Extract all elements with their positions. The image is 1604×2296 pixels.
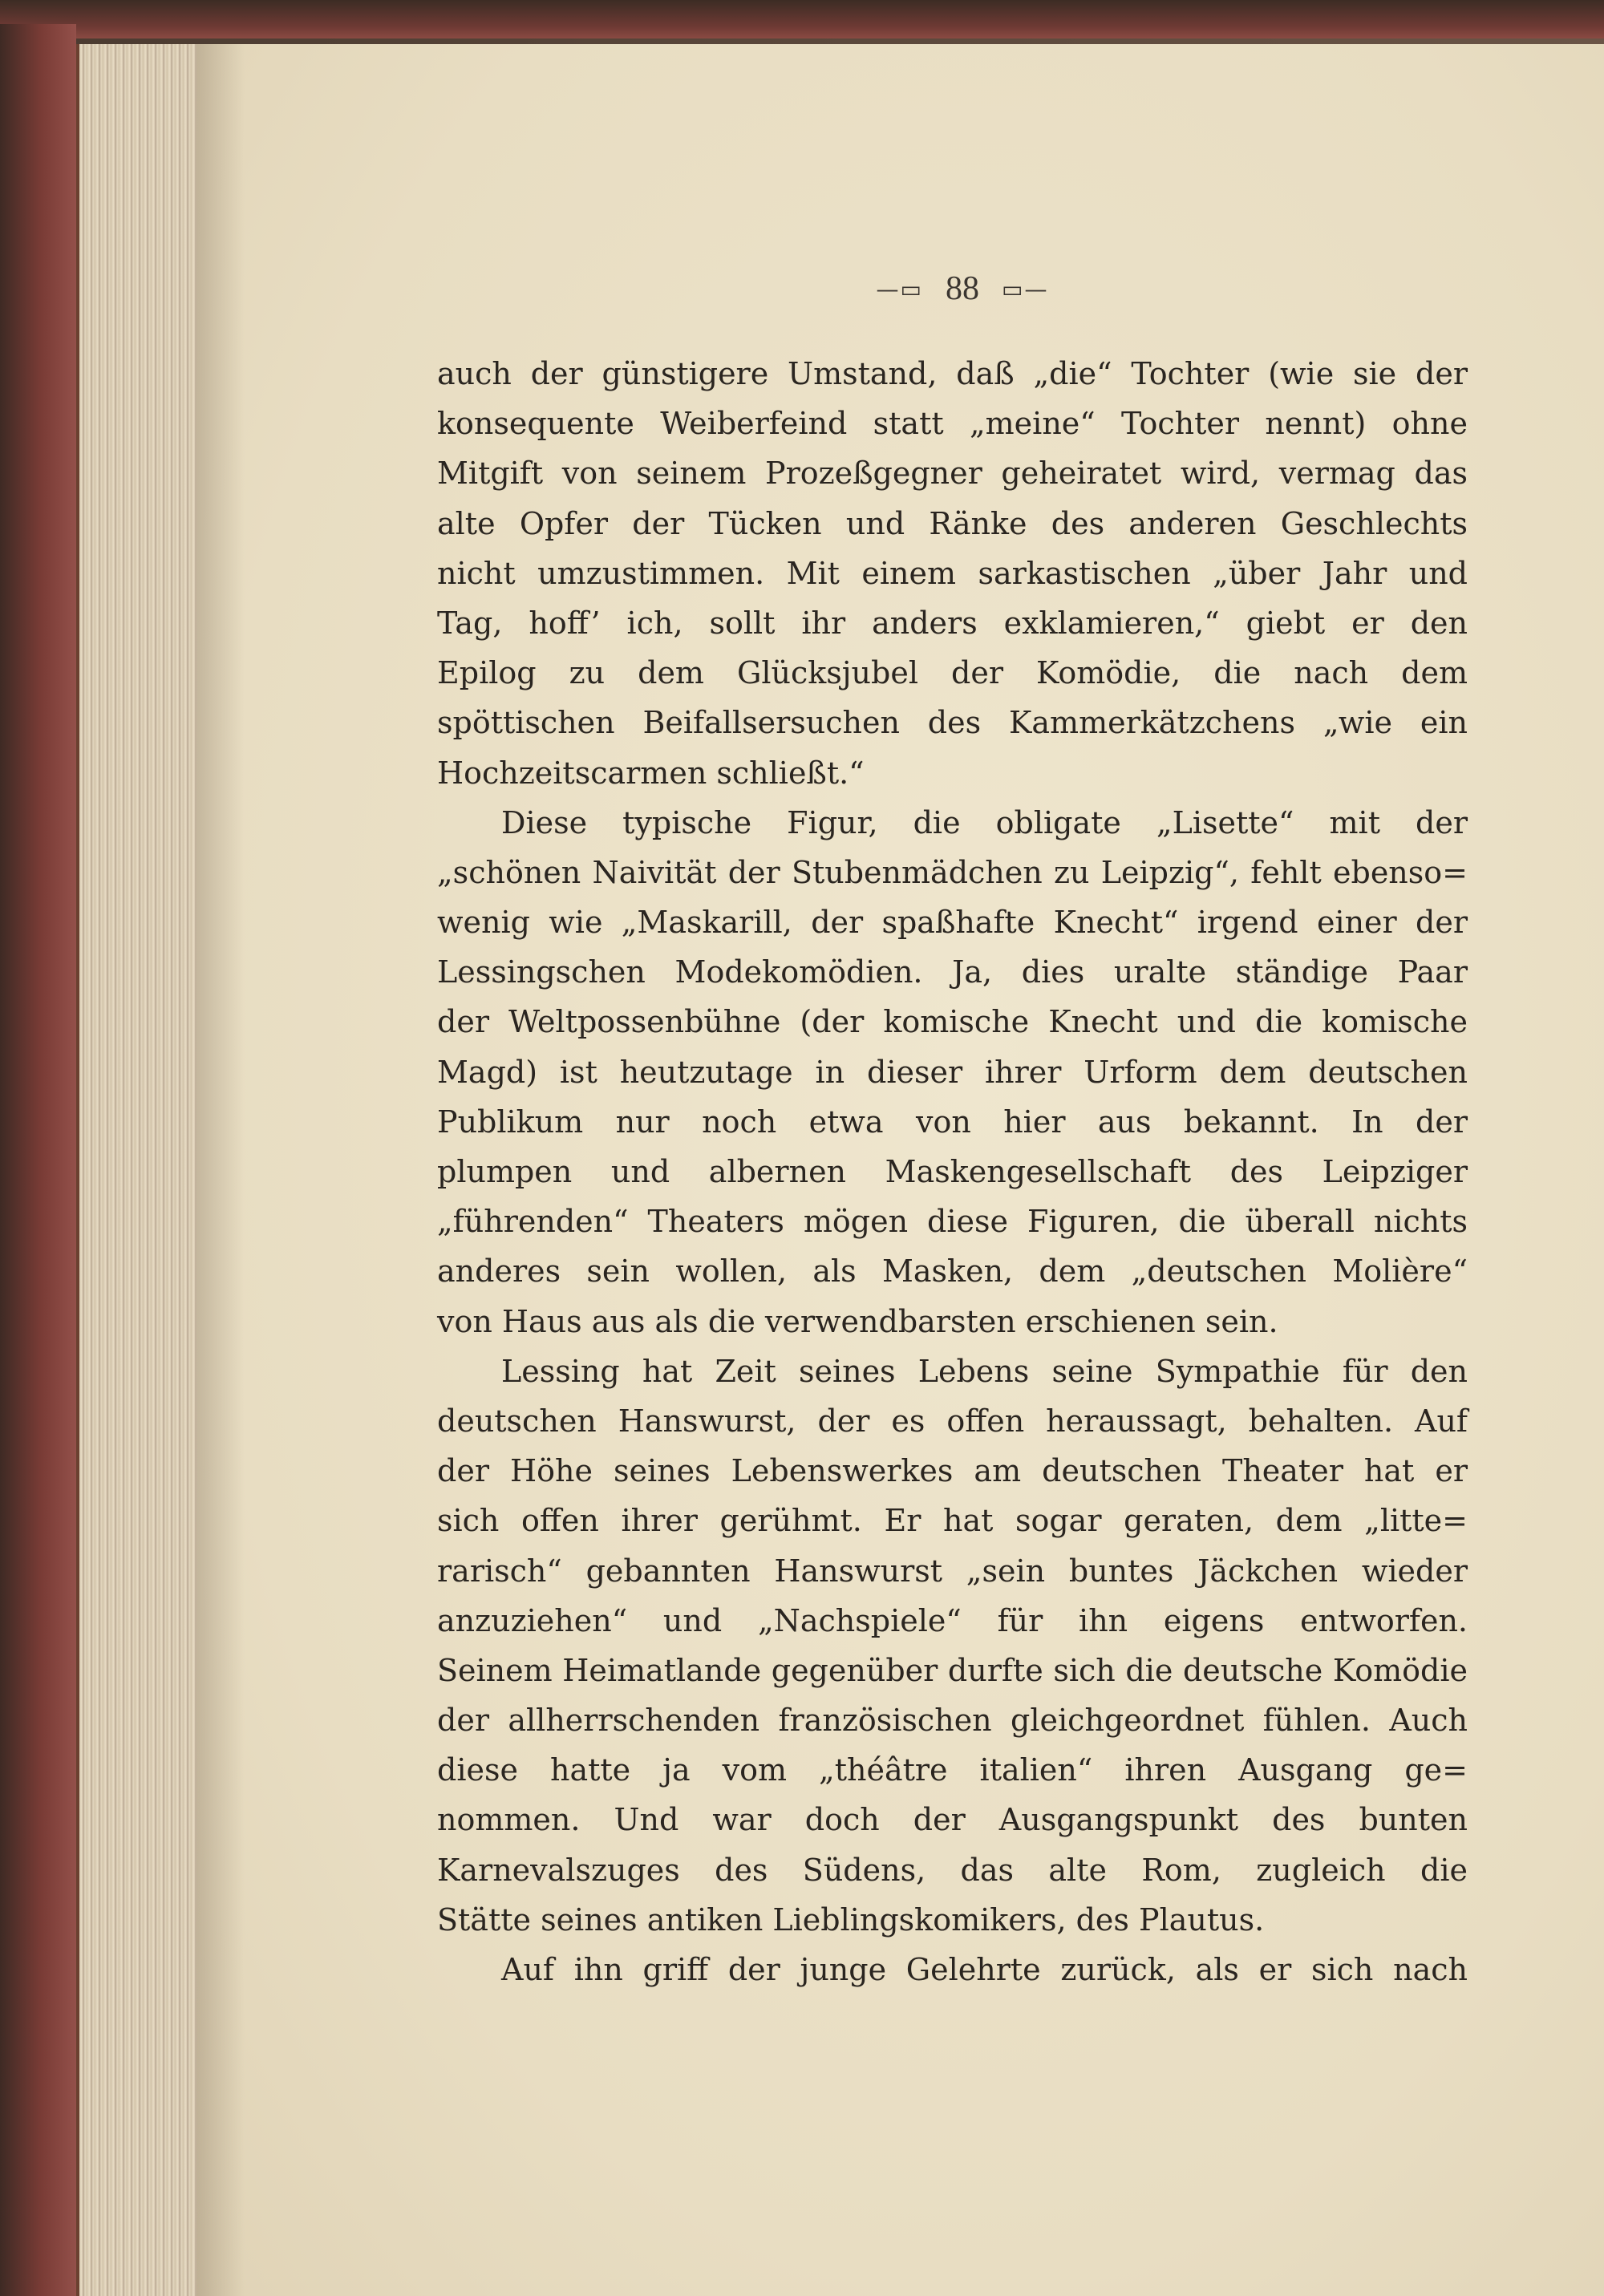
text-line: rarisch“ gebannten Hanswurst „sein buntes Jäckchen wieder [437,1553,1468,1589]
text-line: der Höhe seines Lebenswerkes am deutschen Theater hat er [437,1453,1468,1489]
text-line: diese hatte ja vom „théâtre italien“ ihren Ausgang ge= [437,1752,1468,1788]
book-cover-spine [0,24,76,2296]
text-line: Publikum nur noch etwa von hier aus bekannt. In der [437,1103,1468,1140]
ornament-right-icon: ▭— [1002,275,1049,302]
text-line: Tag, hoff’ ich, sollt ihr anders exklamieren,“ giebt er den [437,605,1468,641]
text-line: deutschen Hanswurst, der es offen heraussagt, behalten. Auf [437,1403,1468,1439]
text-line: Stätte seines antiken Lieblingskomikers, des Plautus. [437,1901,1265,1938]
page-number: 88 [946,270,979,307]
running-head [842,265,1083,313]
text-line: der Weltpossenbühne (der komische Knecht und die komische [437,1004,1468,1040]
text-line: von Haus aus als die verwendbarsten erschienen sein. [437,1303,1278,1339]
text-line: spöttischen Beifallsersuchen des Kammerkätzchens „wie ein [437,705,1468,741]
text-line: Karnevalszuges des Südens, das alte Rom, zugleich die [437,1852,1468,1888]
gutter-shadow [196,44,245,2296]
text-line: anderes sein wollen, als Masken, dem „deutschen Molière“ [437,1253,1468,1290]
text-line: Magd) ist heutzutage in dieser ihrer Urform dem deutschen [437,1054,1468,1090]
text-line: Epilog zu dem Glücksjubel der Komödie, die nach dem [437,655,1468,691]
text-line: Lessing hat Zeit seines Lebens seine Sympathie für den [501,1353,1468,1389]
text-line: Lessingschen Modekomödien. Ja, dies uralte ständige Paar [437,954,1468,990]
text-line: plumpen und albernen Maskengesellschaft des Leipziger [437,1154,1468,1189]
text-line: anzuziehen“ und „Nachspiele“ für ihn eigens entworfen. [437,1602,1468,1638]
book-cover-top [0,0,1604,38]
body-text [437,349,1468,1994]
text-line: Seinem Heimatlande gegenüber durfte sich die deutsche Komödie [437,1652,1468,1688]
text-line: sich offen ihrer gerühmt. Er hat sogar geraten, dem „litte= [437,1503,1468,1539]
ornament-left-icon: —▭ [876,275,923,302]
text-line: „schönen Naivität der Stubenmädchen zu Leipzig“, fehlt ebenso= [437,854,1468,890]
text-line: konsequente Weiberfeind statt „meine“ Tochter nennt) ohne [437,406,1468,442]
text-line: Hochzeitscarmen schließt.“ [437,755,865,791]
text-line: wenig wie „Maskarill, der spaßhafte Knecht“ irgend einer der [437,905,1468,941]
text-line: der allherrschenden französischen gleichgeordnet fühlen. Auch [437,1703,1468,1739]
page-edges [76,44,200,2296]
text-line: nicht umzustimmen. Mit einem sarkastischen „über Jahr und [437,555,1468,591]
text-line: alte Opfer der Tücken und Ränke des anderen Geschlechts [437,505,1468,541]
text-line: auch der günstigere Umstand, daß „die“ Tochter (wie sie der [437,356,1468,391]
text-line: Mitgift von seinem Prozeßgegner geheiratet wird, vermag das [437,456,1468,492]
text-line: „führenden“ Theaters mögen diese Figuren, die überall nichts [437,1204,1468,1240]
text-line: nommen. Und war doch der Ausgangspunkt des bunten [437,1802,1468,1838]
text-line: Auf ihn griff der junge Gelehrte zurück, als er sich nach [501,1952,1468,1987]
text-line: Diese typische Figur, die obligate „Lisette“ mit der [501,804,1468,840]
